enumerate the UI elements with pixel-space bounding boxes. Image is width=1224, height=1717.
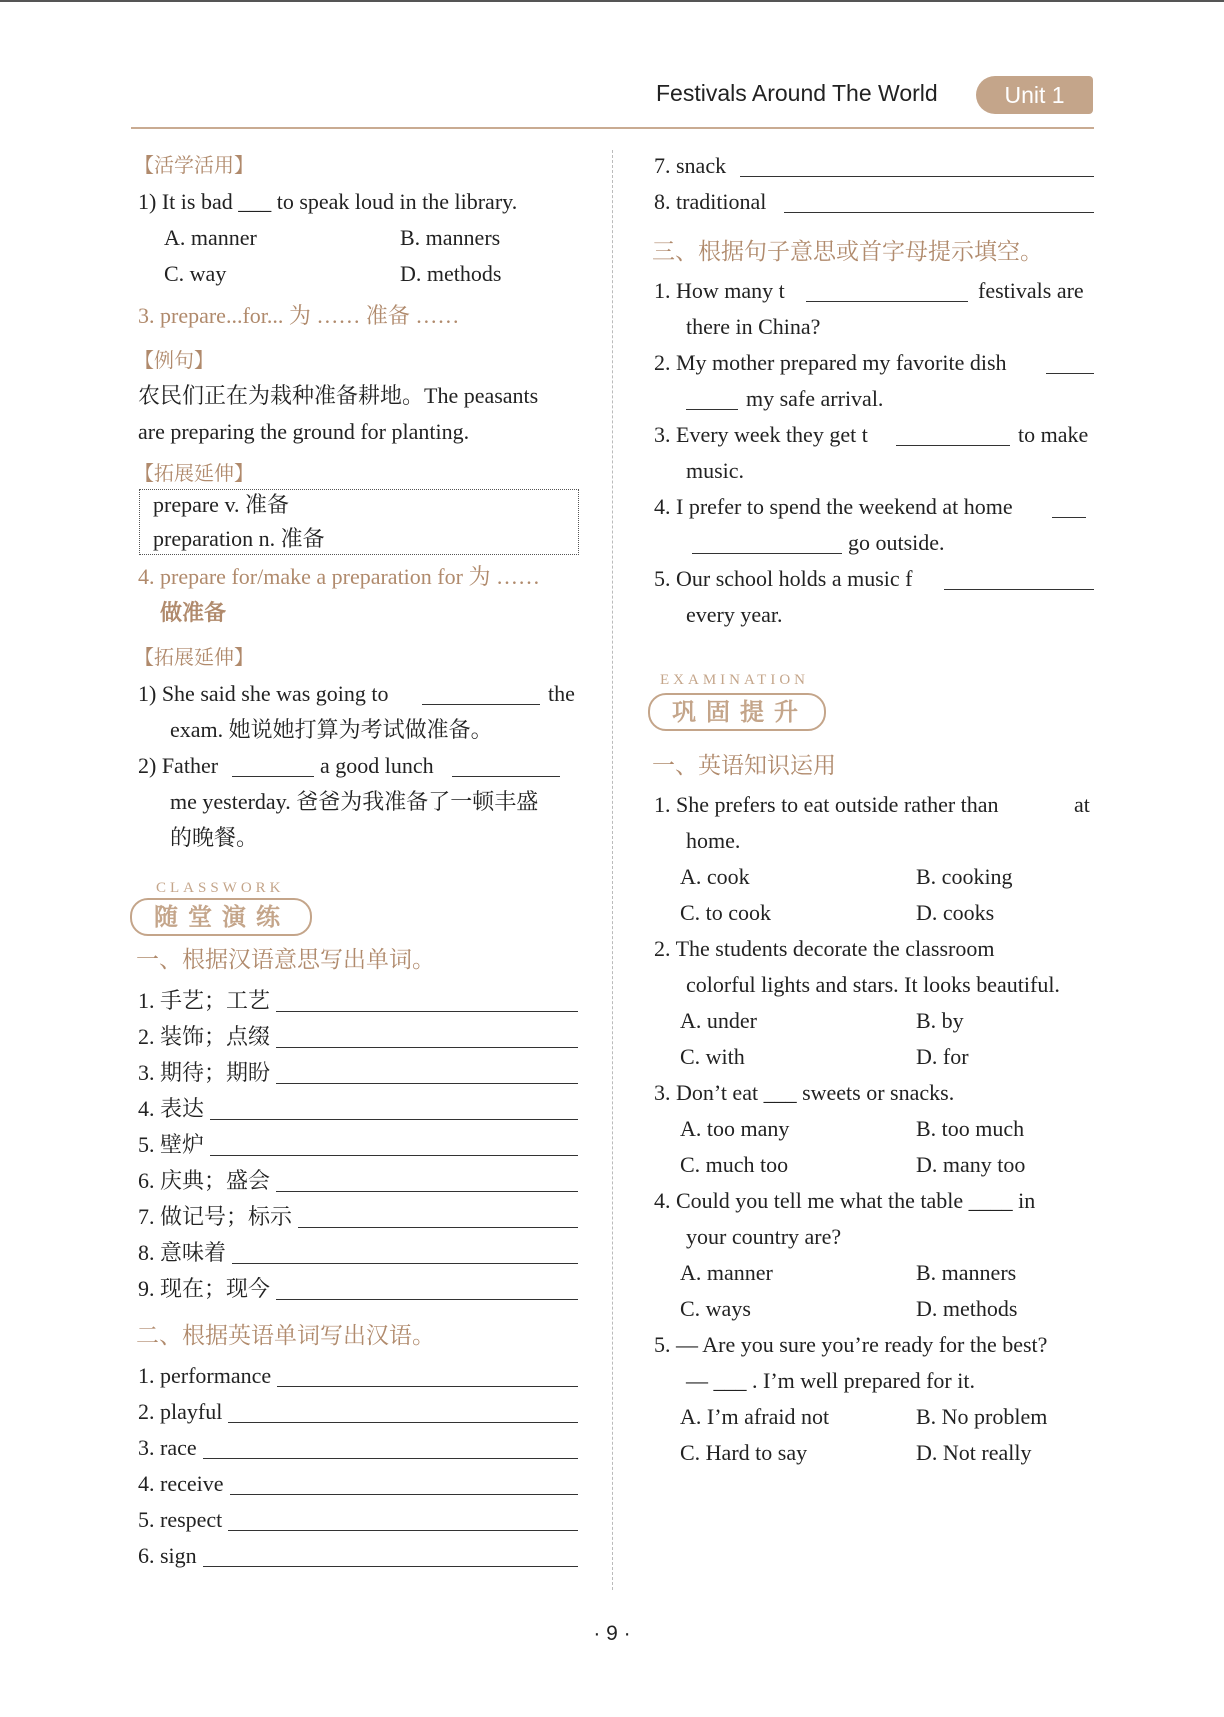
extension-prepare: prepare v. 准备: [153, 492, 290, 517]
sec4-q1-end: at: [1074, 792, 1090, 817]
sec3-q1-text: 1. How many t: [654, 278, 785, 303]
column-divider: [612, 150, 613, 1590]
sec3-q2-blank-2[interactable]: [686, 409, 738, 410]
sec4-q4-line2: your country are?: [686, 1224, 842, 1249]
word-item-label: 6. 庆典；盛会: [138, 1168, 271, 1193]
point-4-heading-line1: 4. prepare for/make a preparation for 为 ……: [138, 564, 540, 589]
sec3-q5-text: 5. Our school holds a music f: [654, 566, 913, 591]
huoxue-option-c: C. way: [164, 261, 227, 286]
sec4-q2-option-d: D. for: [916, 1044, 969, 1069]
sec4-q5-option-c: C. Hard to say: [680, 1440, 808, 1465]
tuozhan-q2-line3: 的晚餐。: [170, 825, 259, 850]
tuozhan-q1-line2: exam. 她说她打算为考试做准备。: [170, 717, 493, 742]
sec3-q4-blank-2[interactable]: [692, 553, 842, 554]
word-item-label: 4. 表达: [138, 1096, 205, 1121]
page-number: · 9 ·: [593, 1622, 631, 1645]
word-item-answer-line[interactable]: [276, 1083, 578, 1084]
section-3-title: 三、根据句子意思或首字母提示填空。: [652, 239, 1043, 265]
sec2-item-7: 7. snack: [654, 153, 727, 178]
word-item-label: 8. 意味着: [138, 1240, 227, 1265]
sec3-q3-end: to make: [1018, 422, 1089, 447]
liju-line-1: 农民们正在为栽种准备耕地。The peasants: [138, 383, 539, 408]
word-item-label: 2. playful: [138, 1399, 223, 1424]
sec4-q4-option-a: A. manner: [680, 1260, 773, 1285]
sec3-q4-line2: go outside.: [848, 530, 945, 555]
sec4-q1-option-d: D. cooks: [916, 900, 995, 925]
sec3-q3-line2: music.: [686, 458, 745, 483]
sec3-q3-blank[interactable]: [896, 445, 1010, 446]
word-item-answer-line[interactable]: [228, 1422, 578, 1423]
word-item-label: 5. 壁炉: [138, 1132, 205, 1157]
sec4-q2-option-a: A. under: [680, 1008, 757, 1033]
tuozhan-q1-text: 1) She said she was going to: [138, 681, 389, 706]
sec4-q5-option-b: B. No problem: [916, 1404, 1048, 1429]
word-item-answer-line[interactable]: [230, 1494, 579, 1495]
sec2-item-8-blank[interactable]: [784, 212, 1094, 213]
sec4-q4-option-b: B. manners: [916, 1260, 1017, 1285]
sec4-q5-line2: — ___ . I’m well prepared for it.: [686, 1368, 975, 1393]
word-item-label: 5. respect: [138, 1507, 223, 1532]
word-item-answer-line[interactable]: [276, 1047, 578, 1048]
sec2-item-7-blank[interactable]: [740, 176, 1094, 177]
sec4-q5-option-a: A. I’m afraid not: [680, 1404, 830, 1429]
sec4-q2-option-c: C. with: [680, 1044, 745, 1069]
sec4-q3-option-a: A. too many: [680, 1116, 790, 1141]
running-header-title: Festivals Around The World: [656, 80, 938, 106]
sec3-q3-text: 3. Every week they get t: [654, 422, 868, 447]
unit-badge: Unit 1: [976, 76, 1093, 114]
word-item-answer-line[interactable]: [203, 1458, 578, 1459]
sec3-q1-end: festivals are: [978, 278, 1084, 303]
huoxue-option-a: A. manner: [164, 225, 257, 250]
word-item-answer-line[interactable]: [203, 1566, 578, 1567]
word-item-label: 9. 现在；现今: [138, 1276, 271, 1301]
liju-line-2: are preparing the ground for planting.: [138, 419, 470, 444]
word-item-label: 1. performance: [138, 1363, 272, 1388]
word-item-answer-line[interactable]: [298, 1227, 578, 1228]
extension-preparation: preparation n. 准备: [153, 526, 325, 551]
sec3-q1-blank[interactable]: [806, 301, 968, 302]
tuozhan-q2-line2: me yesterday. 爸爸为我准备了一顿丰盛: [170, 789, 539, 814]
section-4-title: 一、英语知识运用: [652, 753, 836, 779]
huoxue-question: 1) It is bad ___ to speak loud in the library.: [138, 189, 518, 214]
huoxue-option-b: B. manners: [400, 225, 501, 250]
sec4-q1-line2: home.: [686, 828, 741, 853]
sec4-q1-text: 1. She prefers to eat outside rather than: [654, 792, 999, 817]
word-item-label: 1. 手艺；工艺: [138, 988, 271, 1013]
sec3-q2-line2: my safe arrival.: [746, 386, 884, 411]
sec4-q2-text: 2. The students decorate the classroom: [654, 936, 995, 961]
word-item-answer-line[interactable]: [277, 1386, 578, 1387]
word-item-answer-line[interactable]: [276, 1299, 578, 1300]
tuozhan-q1-blank[interactable]: [422, 704, 540, 705]
word-item-label: 3. race: [138, 1435, 197, 1460]
sec4-q3-text: 3. Don’t eat ___ sweets or snacks.: [654, 1080, 955, 1105]
word-item-label: 7. 做记号；标示: [138, 1204, 293, 1229]
section-2-title: 二、根据英语单词写出汉语。: [136, 1323, 435, 1349]
liju-tag: 【例句】: [134, 348, 214, 372]
sec4-q3-option-c: C. much too: [680, 1152, 789, 1177]
point-3-heading: 3. prepare...for... 为 …… 准备 ……: [138, 303, 460, 328]
word-item-answer-line[interactable]: [210, 1119, 578, 1120]
word-item-label: 4. receive: [138, 1471, 224, 1496]
word-item-answer-line[interactable]: [276, 1011, 578, 1012]
classwork-label-en: CLASSWORK: [156, 880, 285, 896]
sec4-q1-option-b: B. cooking: [916, 864, 1013, 889]
sec4-q3-option-b: B. too much: [916, 1116, 1025, 1141]
sec4-q4-option-c: C. ways: [680, 1296, 751, 1321]
top-border: [0, 0, 1224, 2]
huoxue-tag: 【活学活用】: [134, 153, 254, 177]
sec4-q2-line2: colorful lights and stars. It looks beautiful.: [686, 972, 1060, 997]
sec3-q5-blank[interactable]: [944, 589, 1094, 590]
sec3-q4-blank-1[interactable]: [1052, 517, 1086, 518]
tuozhan-tag-2: 【拓展延伸】: [134, 645, 254, 669]
word-item-answer-line[interactable]: [228, 1530, 578, 1531]
word-item-answer-line[interactable]: [276, 1191, 578, 1192]
sec3-q1-line2: there in China?: [686, 314, 821, 339]
header-rule: [131, 127, 1094, 129]
sec4-q5-option-d: D. Not really: [916, 1440, 1032, 1465]
word-item-label: 6. sign: [138, 1543, 197, 1568]
sec4-q3-option-d: D. many too: [916, 1152, 1026, 1177]
sec4-q4-text: 4. Could you tell me what the table ____ in: [654, 1188, 1036, 1213]
word-item-label: 2. 装饰；点缀: [138, 1024, 271, 1049]
tuozhan-q2-blank-2[interactable]: [452, 776, 560, 777]
sec4-q1-option-a: A. cook: [680, 864, 750, 889]
sec3-q2-blank-1[interactable]: [1046, 373, 1094, 374]
examination-label-en: EXAMINATION: [660, 672, 809, 688]
word-item-answer-line[interactable]: [232, 1263, 578, 1264]
examination-banner: 巩固提升: [648, 693, 826, 731]
point-4-heading-line2: 做准备: [160, 600, 227, 625]
sec4-q1-option-c: C. to cook: [680, 900, 772, 925]
tuozhan-q1-the: the: [548, 681, 575, 706]
word-item-answer-line[interactable]: [210, 1155, 578, 1156]
tuozhan-q2-blank-1[interactable]: [232, 776, 314, 777]
sec3-q5-line2: every year.: [686, 602, 783, 627]
word-item-label: 3. 期待；期盼: [138, 1060, 271, 1085]
sec2-item-8: 8. traditional: [654, 189, 767, 214]
tuozhan-q2-lunch: a good lunch: [320, 753, 434, 778]
sec3-q4-text: 4. I prefer to spend the weekend at home: [654, 494, 1013, 519]
section-1-title: 一、根据汉语意思写出单词。: [136, 947, 435, 973]
sec4-q5-text: 5. — Are you sure you’re ready for the best?: [654, 1332, 1048, 1357]
tuozhan-tag-1: 【拓展延伸】: [134, 461, 254, 485]
sec3-q2-text: 2. My mother prepared my favorite dish: [654, 350, 1007, 375]
sec4-q2-option-b: B. by: [916, 1008, 964, 1033]
sec4-q4-option-d: D. methods: [916, 1296, 1018, 1321]
classwork-banner: 随堂演练: [130, 898, 312, 936]
huoxue-option-d: D. methods: [400, 261, 502, 286]
tuozhan-q2-text: 2) Father: [138, 753, 219, 778]
